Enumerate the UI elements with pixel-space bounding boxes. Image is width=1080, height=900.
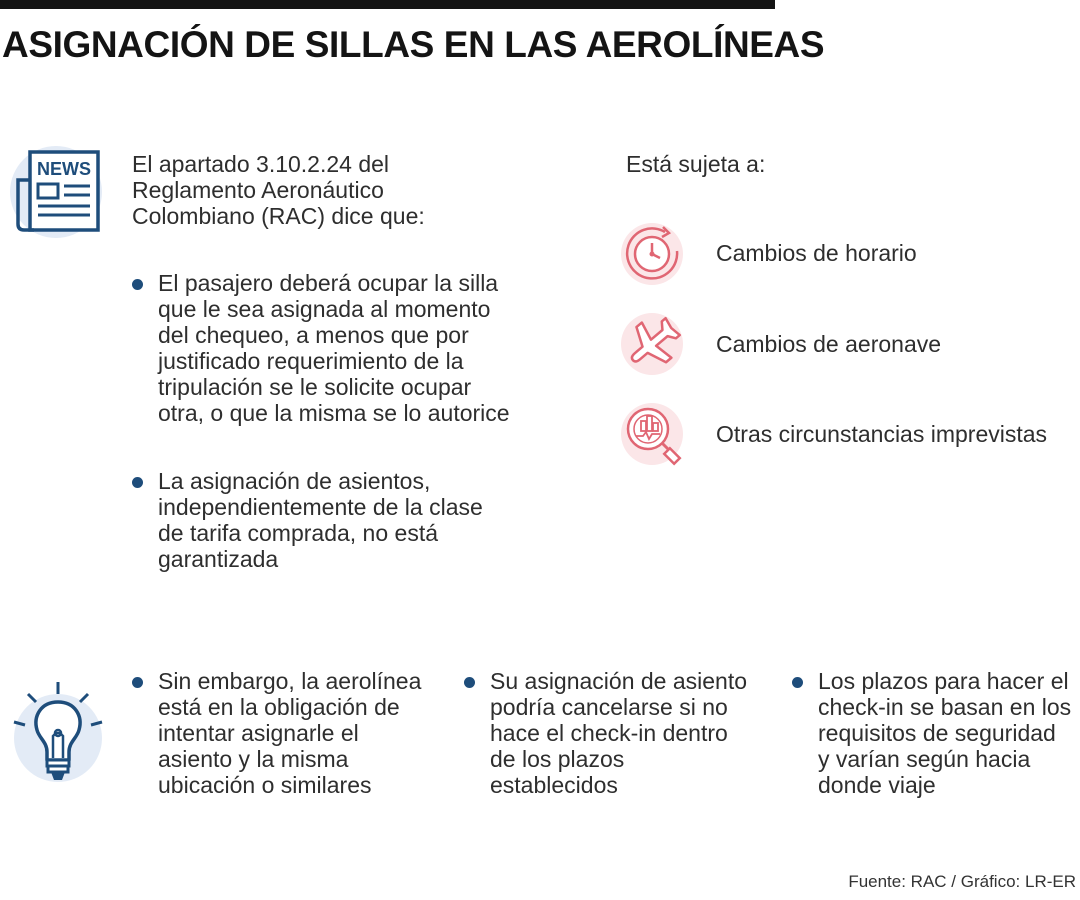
text-line: check-in se basan en los — [818, 694, 1072, 720]
lightbulb-icon — [8, 680, 108, 786]
text-line: El apartado 3.10.2.24 del — [132, 151, 390, 177]
text-line: requisitos de seguridad — [818, 720, 1056, 746]
bullet-dot — [132, 279, 143, 290]
text-line: Los plazos para hacer el — [818, 668, 1069, 694]
text-line: de tarifa comprada, no está — [158, 520, 438, 546]
text-line: intentar asignarle el — [158, 720, 359, 746]
intro-text — [132, 151, 425, 229]
condition-label: Otras circunstancias imprevistas — [716, 421, 1048, 447]
text-line: ubicación o similares — [158, 772, 372, 798]
text-line: del chequeo, a menos que por — [158, 322, 469, 348]
text-line: Su asignación de asiento — [490, 668, 748, 694]
text-line: La asignación de asientos, — [158, 468, 431, 494]
clock-icon — [619, 221, 685, 287]
text-line: independientemente de la clase — [158, 494, 483, 520]
text-line: está en la obligación de — [158, 694, 400, 720]
text-line: y varían según hacia — [818, 746, 1031, 772]
text-line: de los plazos — [490, 746, 625, 772]
text-line: donde viaje — [818, 772, 936, 798]
text-line: podría cancelarse si no — [490, 694, 728, 720]
text-line: tripulación se le solicite ocupar — [158, 374, 472, 400]
page-title: ASIGNACIÓN DE SILLAS EN LAS AEROLÍNEAS — [2, 24, 825, 65]
bullet-dot — [132, 477, 143, 488]
text-line: hace el check-in dentro — [490, 720, 728, 746]
news-icon — [8, 144, 104, 240]
condition-label: Cambios de aeronave — [716, 331, 942, 357]
airplane-icon — [619, 311, 685, 377]
bullet-dot — [792, 677, 803, 688]
text-line: justificado requerimiento de la — [158, 348, 464, 374]
text-line: Reglamento Aeronáutico — [132, 177, 384, 203]
text-line: Sin embargo, la aerolínea — [158, 668, 422, 694]
source-credit: Fuente: RAC / Gráfico: LR-ER — [848, 872, 1076, 891]
text-line: otra, o que la misma se lo autorice — [158, 400, 510, 426]
svg-text:NEWS: NEWS — [37, 159, 91, 179]
text-line: garantizada — [158, 546, 279, 572]
text-line: El pasajero deberá ocupar la silla — [158, 270, 499, 296]
magnifier-chart-icon — [619, 401, 685, 467]
conditions-heading: Está sujeta a: — [626, 151, 766, 177]
text-line: Colombiano (RAC) dice que: — [132, 203, 425, 229]
text-line: establecidos — [490, 772, 618, 798]
condition-label: Cambios de horario — [716, 240, 917, 266]
text-line: asiento y la misma — [158, 746, 349, 772]
text-line: que le sea asignada al momento — [158, 296, 491, 322]
bullet-dot — [132, 677, 143, 688]
bullet-dot — [464, 677, 475, 688]
top-rule — [0, 0, 775, 9]
